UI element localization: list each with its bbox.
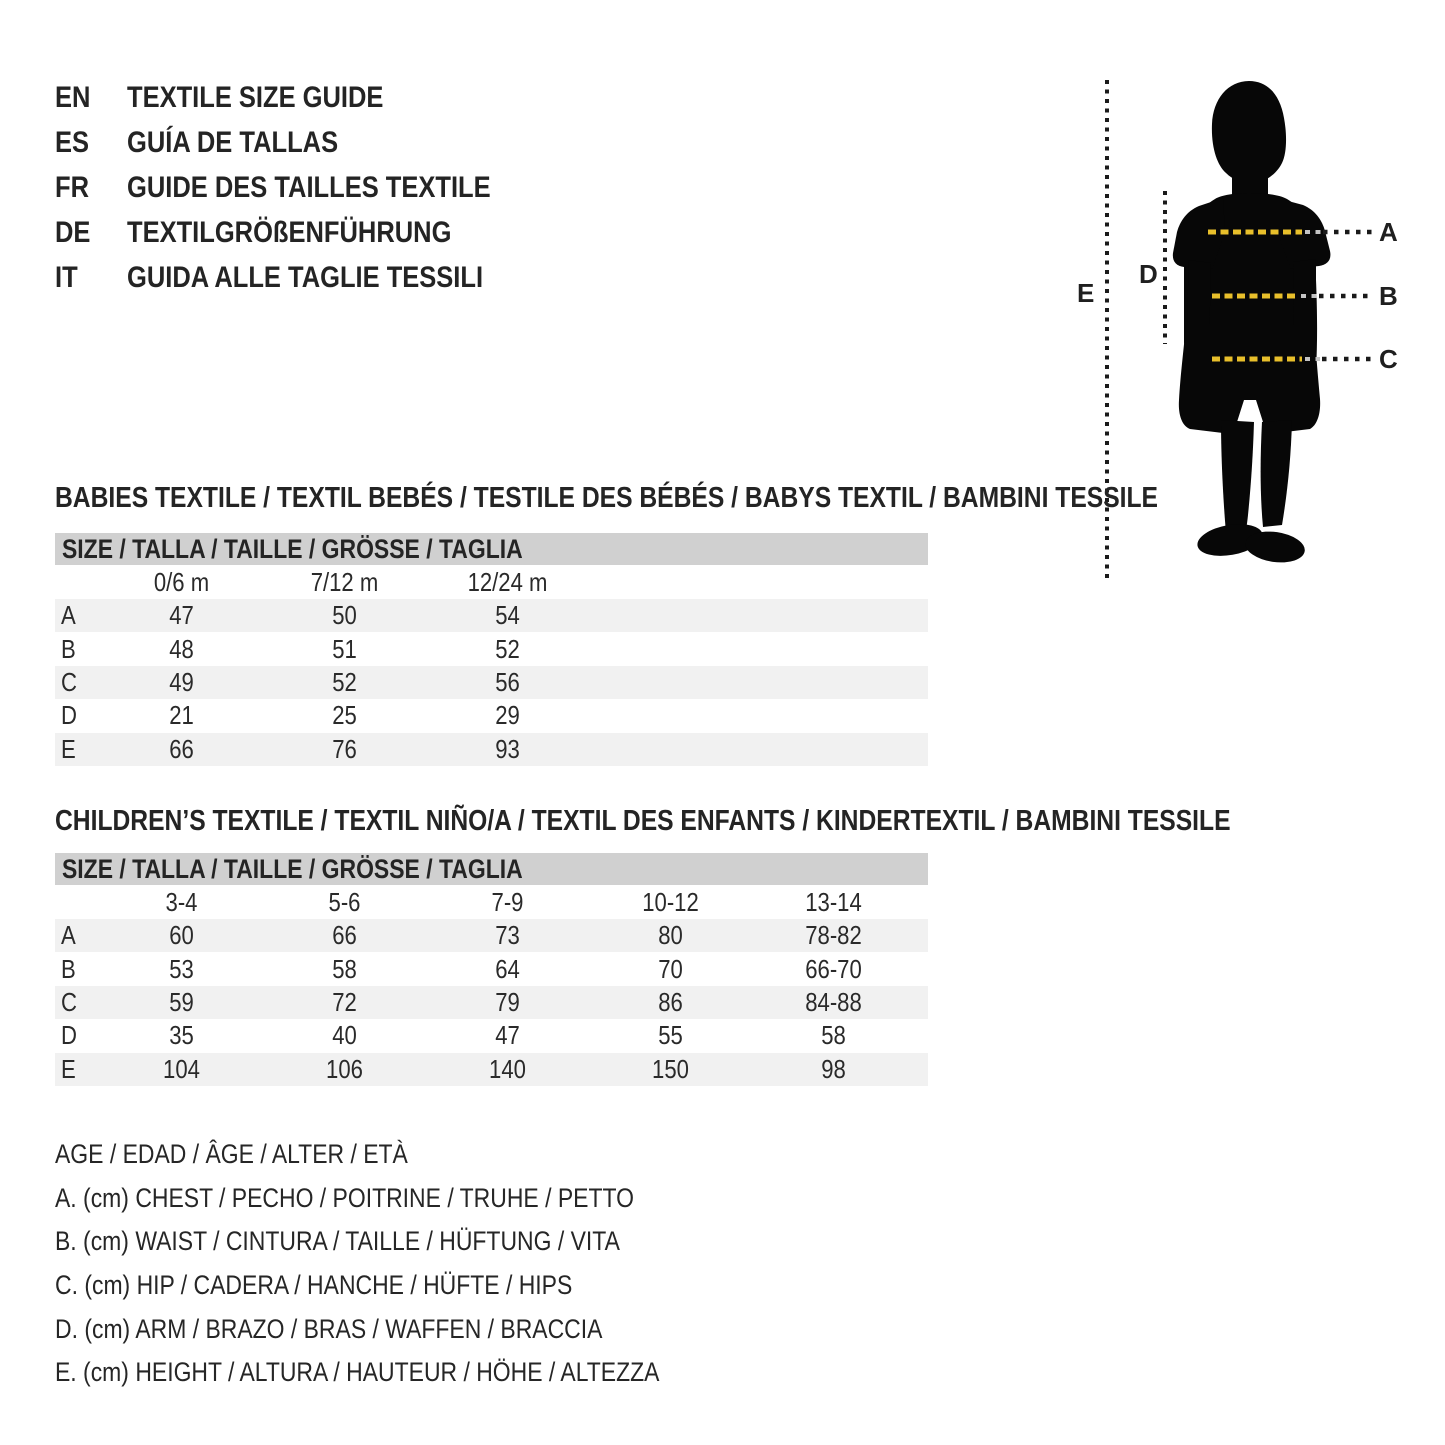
table-cell: 55 (658, 1020, 683, 1051)
legend-text: A. (cm) CHEST / PECHO / POITRINE / TRUHE / PETTO (55, 1182, 634, 1213)
table-cell: 79 (495, 986, 520, 1017)
language-title: TEXTILGRÖßENFÜHRUNG (127, 215, 452, 249)
table-cell: 58 (821, 1020, 846, 1051)
table-cell: 86 (658, 986, 683, 1017)
babies-size-header-bar (55, 533, 928, 565)
table-row (55, 1019, 928, 1052)
column-header: 7-9 (491, 886, 524, 917)
language-title: GUÍA DE TALLAS (127, 125, 339, 159)
table-cell: 150 (652, 1053, 689, 1084)
row-label: C (60, 666, 77, 697)
table-cell: 50 (332, 600, 357, 631)
column-header: 3-4 (165, 886, 198, 917)
legend-text: B. (cm) WAIST / CINTURA / TAILLE / HÜFTUNG / VITA (55, 1226, 620, 1257)
table-row (55, 599, 928, 632)
table-cell: 98 (821, 1053, 846, 1084)
column-header: 5-6 (328, 886, 361, 917)
babies-size-table (55, 533, 928, 766)
table-cell: 93 (495, 733, 520, 764)
babies-section-title: BABIES TEXTILE / TEXTIL BEBÉS / TESTILE DES BÉBÉS / BABYS TEXTIL / BAMBINI TESSILE (55, 482, 1159, 514)
column-header: 13-14 (805, 886, 862, 917)
table-cell: 140 (489, 1053, 526, 1084)
table-cell: 52 (495, 633, 520, 664)
measure-label-a: A (1379, 217, 1398, 247)
legend-text: E. (cm) HEIGHT / ALTURA / HAUTEUR / HÖHE / ALTEZZA (55, 1357, 660, 1388)
legend-line-chest (55, 1177, 766, 1221)
table-cell: 66 (169, 733, 194, 764)
table-cell: 106 (326, 1053, 363, 1084)
row-label: D (60, 700, 77, 731)
column-header: 10-12 (642, 886, 699, 917)
table-row (55, 699, 928, 732)
table-row (55, 919, 928, 952)
table-cell: 84-88 (805, 986, 862, 1017)
table-cell: 47 (495, 1020, 520, 1051)
row-label: A (60, 600, 76, 631)
row-label: B (60, 953, 76, 984)
row-label: E (60, 733, 76, 764)
language-row-fr (55, 165, 555, 210)
legend-text: AGE / EDAD / ÂGE / ALTER / ETÀ (55, 1139, 408, 1170)
table-row (55, 632, 928, 665)
language-row-de (55, 210, 555, 255)
table-cell: 25 (332, 700, 357, 731)
language-row-es (55, 120, 555, 165)
children-size-header-bar (55, 853, 928, 885)
table-cell: 56 (495, 666, 520, 697)
language-code: EN (55, 80, 91, 114)
table-cell: 64 (495, 953, 520, 984)
table-cell: 54 (495, 600, 520, 631)
table-cell: 49 (169, 666, 194, 697)
table-cell: 66-70 (805, 953, 862, 984)
measurement-legend (55, 1133, 766, 1395)
measure-label-d: D (1139, 259, 1158, 289)
children-section-title: CHILDREN’S TEXTILE / TEXTIL NIÑO/A / TEXTIL DES ENFANTS / KINDERTEXTIL / BAMBINI TESSILE (55, 805, 1231, 837)
table-cell: 59 (169, 986, 194, 1017)
row-label: D (60, 1020, 77, 1051)
language-code: DE (55, 215, 91, 249)
table-cell: 21 (169, 700, 194, 731)
row-label: C (60, 986, 77, 1017)
table-cell: 58 (332, 953, 357, 984)
legend-line-hip (55, 1264, 766, 1308)
table-cell: 40 (332, 1020, 357, 1051)
row-label: E (60, 1053, 76, 1084)
table-cell: 78-82 (805, 920, 862, 951)
language-code: IT (55, 260, 78, 294)
language-row-it (55, 255, 555, 300)
table-row (55, 1053, 928, 1086)
table-row (55, 733, 928, 766)
column-header: 7/12 m (310, 566, 379, 597)
measure-label-e: E (1077, 278, 1095, 308)
legend-text: C. (cm) HIP / CADERA / HANCHE / HÜFTE / HIPS (55, 1270, 573, 1301)
legend-line-age (55, 1133, 766, 1177)
table-cell: 47 (169, 600, 194, 631)
table-cell: 53 (169, 953, 194, 984)
table-cell: 52 (332, 666, 357, 697)
table-row (55, 986, 928, 1019)
language-title: TEXTILE SIZE GUIDE (127, 80, 384, 114)
measure-label-b: B (1379, 281, 1398, 311)
children-column-header-row (55, 885, 928, 919)
size-header-label: SIZE / TALLA / TAILLE / GRÖSSE / TAGLIA (62, 533, 523, 564)
column-header: 0/6 m (153, 566, 210, 597)
table-cell: 48 (169, 633, 194, 664)
table-cell: 73 (495, 920, 520, 951)
legend-line-arm (55, 1307, 766, 1351)
language-title: GUIDA ALLE TAGLIE TESSILI (127, 260, 484, 294)
measure-label-c: C (1379, 344, 1398, 374)
children-size-table (55, 853, 928, 1086)
child-silhouette (1173, 81, 1331, 566)
row-label: A (60, 920, 76, 951)
language-code: FR (55, 170, 89, 204)
language-row-en (55, 75, 555, 120)
legend-line-waist (55, 1220, 766, 1264)
column-header: 12/24 m (467, 566, 548, 597)
table-row (55, 666, 928, 699)
table-cell: 29 (495, 700, 520, 731)
language-code: ES (55, 125, 90, 159)
table-cell: 72 (332, 986, 357, 1017)
language-title-list (55, 75, 555, 300)
table-cell: 60 (169, 920, 194, 951)
babies-column-header-row (55, 565, 928, 599)
table-cell: 80 (658, 920, 683, 951)
table-cell: 76 (332, 733, 357, 764)
table-cell: 35 (169, 1020, 194, 1051)
table-cell: 104 (163, 1053, 200, 1084)
size-header-label: SIZE / TALLA / TAILLE / GRÖSSE / TAGLIA (62, 853, 523, 884)
row-label: B (60, 633, 76, 664)
legend-line-height (55, 1351, 766, 1395)
table-cell: 51 (332, 633, 357, 664)
table-cell: 66 (332, 920, 357, 951)
table-cell: 70 (658, 953, 683, 984)
table-row (55, 952, 928, 985)
language-title: GUIDE DES TAILLES TEXTILE (127, 170, 491, 204)
legend-text: D. (cm) ARM / BRAZO / BRAS / WAFFEN / BRACCIA (55, 1313, 603, 1344)
